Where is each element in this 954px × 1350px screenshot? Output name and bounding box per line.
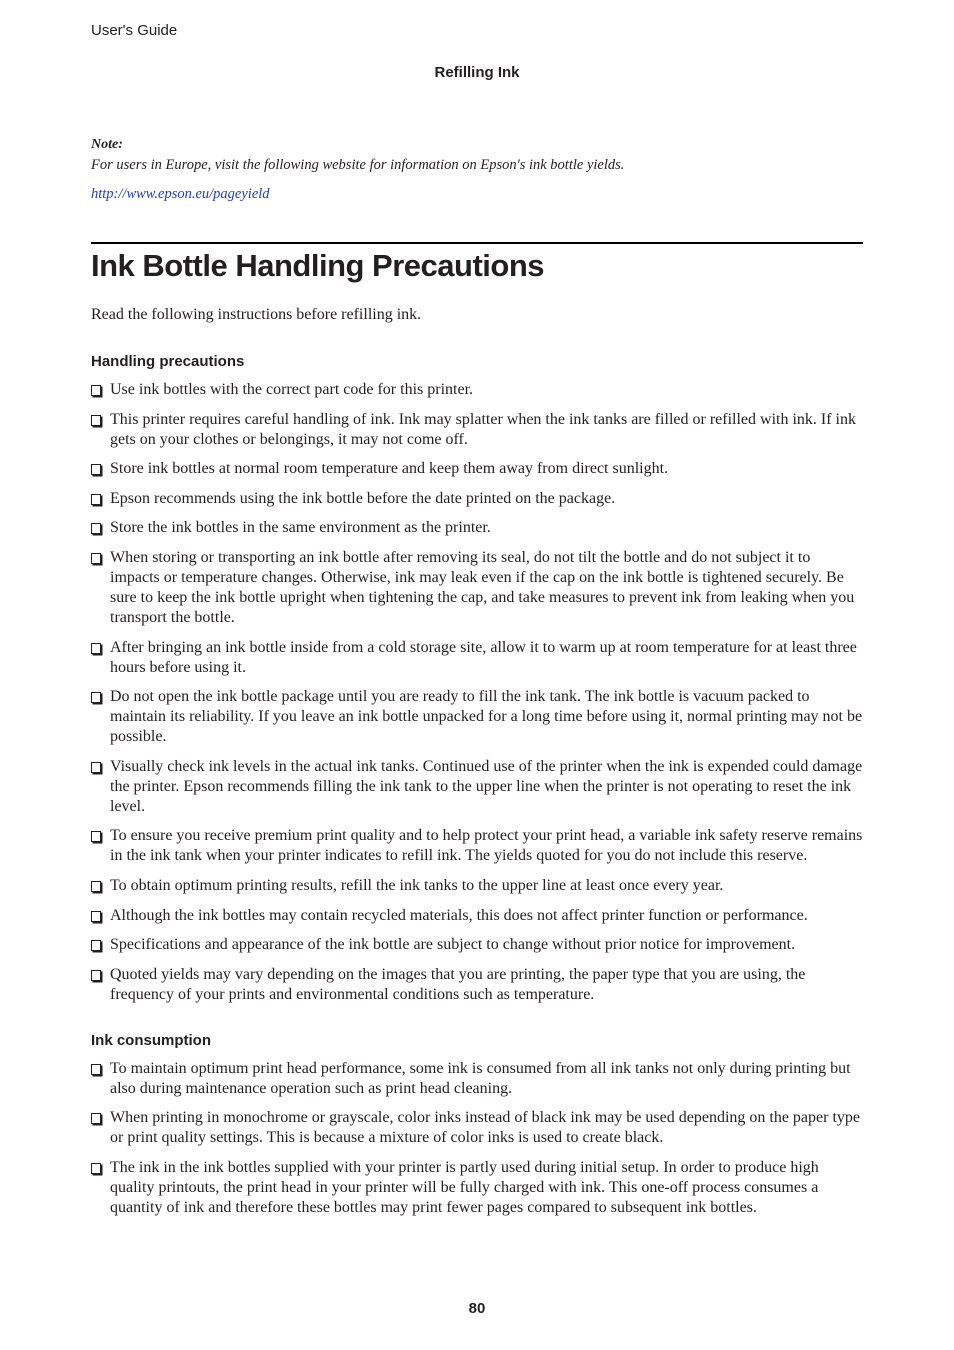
page-content [91, 135, 863, 1228]
checkbox-bullet-icon [91, 494, 101, 505]
list-item [91, 380, 863, 400]
list-item-text: To ensure you receive premium print quality and to help protect your print head, a variable ink safety reserve remains in the ink tank when your printer indicates to refill ink. The yields quoted for you do not include this reserve. [110, 827, 863, 865]
checkbox-bullet-icon [91, 940, 101, 951]
list-item-text: To obtain optimum printing results, refill the ink tanks to the upper line at least once every year. [110, 876, 724, 894]
handling-precautions-heading: Handling precautions [91, 353, 245, 370]
list-item [91, 935, 863, 955]
list-item-text: After bringing an ink bottle inside from a cold storage site, allow it to warm up at room temperature for at least three hours before using it. [110, 638, 857, 676]
heading-rule [91, 242, 863, 244]
checkbox-bullet-icon [91, 523, 101, 534]
guide-title: User's Guide [91, 22, 178, 39]
list-item-text: Use ink bottles with the correct part code for this printer. [110, 381, 474, 398]
ink-consumption-list [91, 1059, 863, 1218]
list-item [91, 687, 863, 747]
checkbox-bullet-icon [91, 1064, 101, 1075]
list-item [91, 826, 863, 866]
intro-text: Read the following instructions before refilling ink. [91, 306, 422, 323]
list-item-text: The ink in the ink bottles supplied with your printer is partly used during initial setup. In order to produce high quality printouts, the print head in your printer will be fully charged with ink. This one-off process consumes a quantity of ink and therefore these bottles may print fewer pages compared to subsequent ink bottles. [110, 1158, 819, 1216]
list-item-text: When printing in monochrome or grayscale, color inks instead of black ink may be used depending on the paper type or print quality settings. This is because a mixture of color inks is used to create black. [110, 1109, 861, 1147]
checkbox-bullet-icon [91, 1163, 101, 1174]
list-item [91, 906, 863, 926]
note-label: Note: [91, 137, 123, 152]
list-item [91, 1158, 863, 1218]
list-item [91, 548, 863, 628]
checkbox-bullet-icon [91, 970, 101, 981]
page-title: Ink Bottle Handling Precautions [91, 248, 544, 283]
list-item-text: Although the ink bottles may contain recycled materials, this does not affect printer function or performance. [110, 906, 808, 924]
list-item [91, 1108, 863, 1148]
list-item [91, 965, 863, 1005]
pageyield-link[interactable]: http://www.epson.eu/pageyield [91, 186, 270, 202]
note-text: For users in Europe, visit the following website for information on Epson's ink bottle yields. [91, 157, 625, 173]
list-item [91, 638, 863, 678]
checkbox-bullet-icon [91, 643, 101, 654]
checkbox-bullet-icon [91, 911, 101, 922]
checkbox-bullet-icon [91, 692, 101, 703]
section-title: Refilling Ink [434, 64, 520, 81]
list-item [91, 410, 863, 450]
list-item-text: Specifications and appearance of the ink bottle are subject to change without prior notice for improvement. [110, 936, 796, 954]
list-item-text: Store ink bottles at normal room temperature and keep them away from direct sunlight. [110, 460, 669, 478]
list-item-text: Visually check ink levels in the actual ink tanks. Continued use of the printer when the ink is expended could damage the printer. Epson recommends filling the ink tank to the upper line when the printer is not operating to reset the ink level. [110, 757, 863, 815]
list-item [91, 459, 863, 479]
ink-consumption-heading: Ink consumption [91, 1031, 211, 1049]
list-item-text: Do not open the ink bottle package until you are ready to fill the ink tank. The ink bottle is vacuum packed to maintain its reliability. If you leave an ink bottle unpacked for a long time before using it, normal printing may not be possible. [110, 688, 863, 746]
checkbox-bullet-icon [91, 881, 101, 892]
checkbox-bullet-icon [91, 553, 101, 564]
checkbox-bullet-icon [91, 1113, 101, 1124]
checkbox-bullet-icon [91, 415, 101, 426]
handling-precautions-list [91, 380, 863, 1005]
list-item [91, 1059, 863, 1099]
checkbox-bullet-icon [91, 464, 101, 475]
checkbox-bullet-icon [91, 385, 101, 396]
list-item-text: When storing or transporting an ink bottle after removing its seal, do not tilt the bottle and do not subject it to impacts or temperature changes. Otherwise, ink may leak even if the cap on the ink bottle is tightened securely. Be sure to keep the ink bottle upright when tightening the cap, and take measures to prevent ink from leaking when you transport the bottle. [110, 548, 855, 626]
list-item [91, 876, 863, 896]
list-item [91, 518, 863, 538]
list-item-text: Epson recommends using the ink bottle before the date printed on the package. [110, 489, 616, 507]
list-item [91, 757, 863, 817]
list-item-text: Quoted yields may vary depending on the images that you are printing, the paper type that you are using, the frequency of your prints and environmental conditions such as temperature. [110, 965, 806, 1003]
checkbox-bullet-icon [91, 831, 101, 842]
list-item-text: Store the ink bottles in the same environment as the printer. [110, 519, 491, 537]
list-item-text: This printer requires careful handling of ink. Ink may splatter when the ink tanks are filled or refilled with ink. If ink gets on your clothes or belongings, it may not come off. [110, 410, 856, 448]
list-item [91, 489, 863, 509]
list-item-text: To maintain optimum print head performance, some ink is consumed from all ink tanks not only during printing but also during maintenance operation such as print head cleaning. [110, 1059, 851, 1097]
page-number: 80 [468, 1300, 486, 1317]
checkbox-bullet-icon [91, 762, 101, 773]
